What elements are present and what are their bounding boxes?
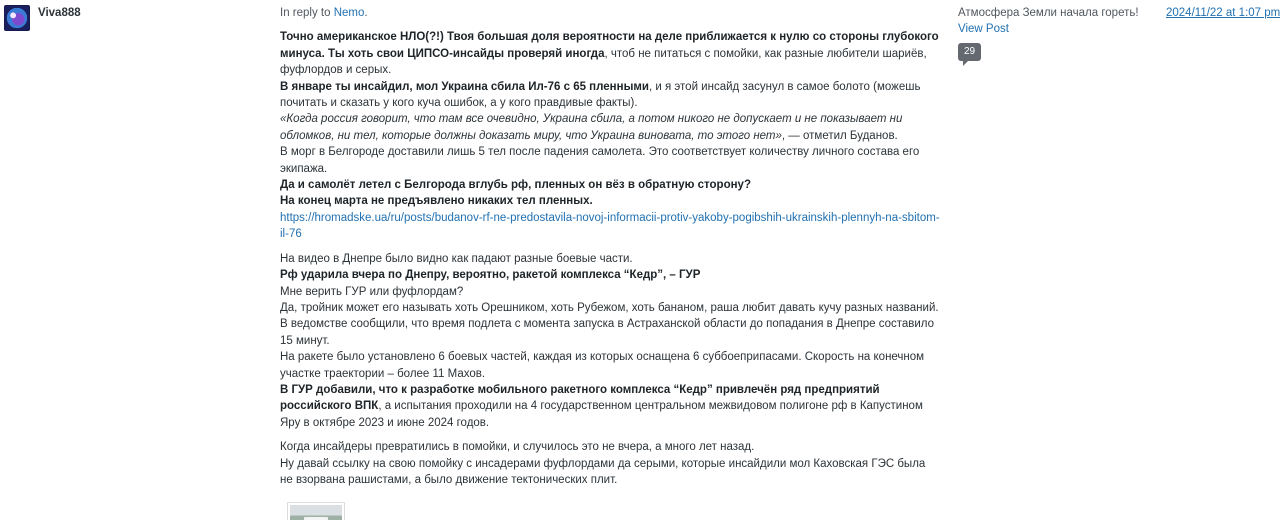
comment-count-bubble[interactable]: 29 [958,43,981,61]
comment-author [4,5,81,31]
attached-image-thumbnail[interactable] [287,502,345,520]
reply-prefix: In reply to [280,7,334,19]
comment-paragraph-1 [280,29,940,242]
comment-date-link[interactable]: 2024/11/22 at 1:07 pm [1166,7,1280,19]
p1-sentence-9: На конец марта не предъявлено никаких тел пленных. [280,195,593,208]
p1-sentence-7: В морг в Белгороде доставили лишь 5 тел после падения самолета. Это соответствует количеству личного состава его экипажа. [280,146,920,175]
p1-quote-attribution: , — отметил Буданов. [781,129,898,142]
attached-image [290,505,342,520]
p2-sentence-2: Рф ударила вчера по Днепру, вероятно, ракетой комплекса “Кедр”, – ГУР [280,269,701,282]
comment-body [280,5,940,520]
view-post-link[interactable]: View Post [958,23,1009,35]
author-name[interactable]: Viva888 [38,7,81,19]
reply-suffix: . [364,7,368,19]
p2-sentence-4: Да, тройник может его называть хоть Орешником, хоть Рубежом, хоть бананом, раша любит давать кучу разных названий. [280,301,939,314]
in-response-to [958,5,1148,61]
p1-sentence-3: В январе ты инсайдил, мол Украина сбила Ил-76 с 65 пленными [280,80,649,93]
reply-to-line [280,5,940,21]
p2-sentence-8: , а испытания проходили на 4 государственном центральном межвидовом полигоне рф в Капустином Яру в октябре 2023 и июне 2024 годов. [280,400,923,429]
avatar [4,5,30,31]
p1-sentence-4: , и я этой инсайд засунул в самое болото (можешь почитать и сказать у кого куча ошибок, а у кого правдивые факты). [280,80,921,110]
comment-paragraph-2 [280,251,940,431]
comment-paragraph-3 [280,439,940,488]
reply-to-link[interactable]: Nemo [333,7,365,19]
p2-sentence-6: На ракете было установлено 6 боевых частей, каждая из которых оснащена 6 суббоеприпасами. Скорость на конечном участке траектории – более 11 Махов. [280,351,925,380]
p2-sentence-1: На видео в Днепре было видно как падают разные боевые части. [280,252,633,265]
p2-sentence-7: В ГУР добавили, что к разработке мобильного ракетного комплекса “Кедр” привлечён ряд предприятий российского ВПК [280,383,880,413]
p2-sentence-3: Мне верить ГУР или фуфлордам? [280,285,464,298]
p3-sentence-1: Когда инсайдеры превратились в помойки, и случилось это не вчера, а много лет назад. [280,441,755,454]
p1-sentence-2: , чтоб не питаться с помойки, как разные любители шариёв, фуфлордов и серых. [280,47,927,77]
p1-sentence-8: Да и самолёт летел с Белгорода вглубь рф, пленных он вёз в обратную сторону? [280,179,751,192]
response-post-title: Атмосфера Земли начала гореть! [958,7,1139,19]
p1-sentence-1: Точно американское НЛО(?!) Твоя большая доля вероятности на деле приближается к нулю со стороны глубокого минуса. Ты хоть свои ЦИПСО-инсайды проверяй иногда [280,31,939,60]
p3-sentence-2: Ну давай ссылку на свою помойку с инсадерами фуфлордами да серыми, которые инсайдили мол Каховская ГЭС была не взорвана рашистами, а было движение тектонических плит. [280,457,926,486]
p2-sentence-5: В ведомстве сообщили, что время подлета с момента запуска в Астраханской области до попадания в Днепре составило 15 минут. [280,318,935,347]
p1-quote: «Когда россия говорит, что там все очевидно, Украина сбила, а потом никого не допускает и не показывает ни обломков, ни тел, которые должны доказать миру, что Украина виновата, то этого нет» [280,113,903,142]
source-link[interactable]: https://hromadske.ua/ru/posts/budanov-rf-ne-predostavila-novoj-informacii-protiv-yakoby-pogibshih-ukrainskih-plennyh-na-sbitom-il-76 [280,211,940,241]
